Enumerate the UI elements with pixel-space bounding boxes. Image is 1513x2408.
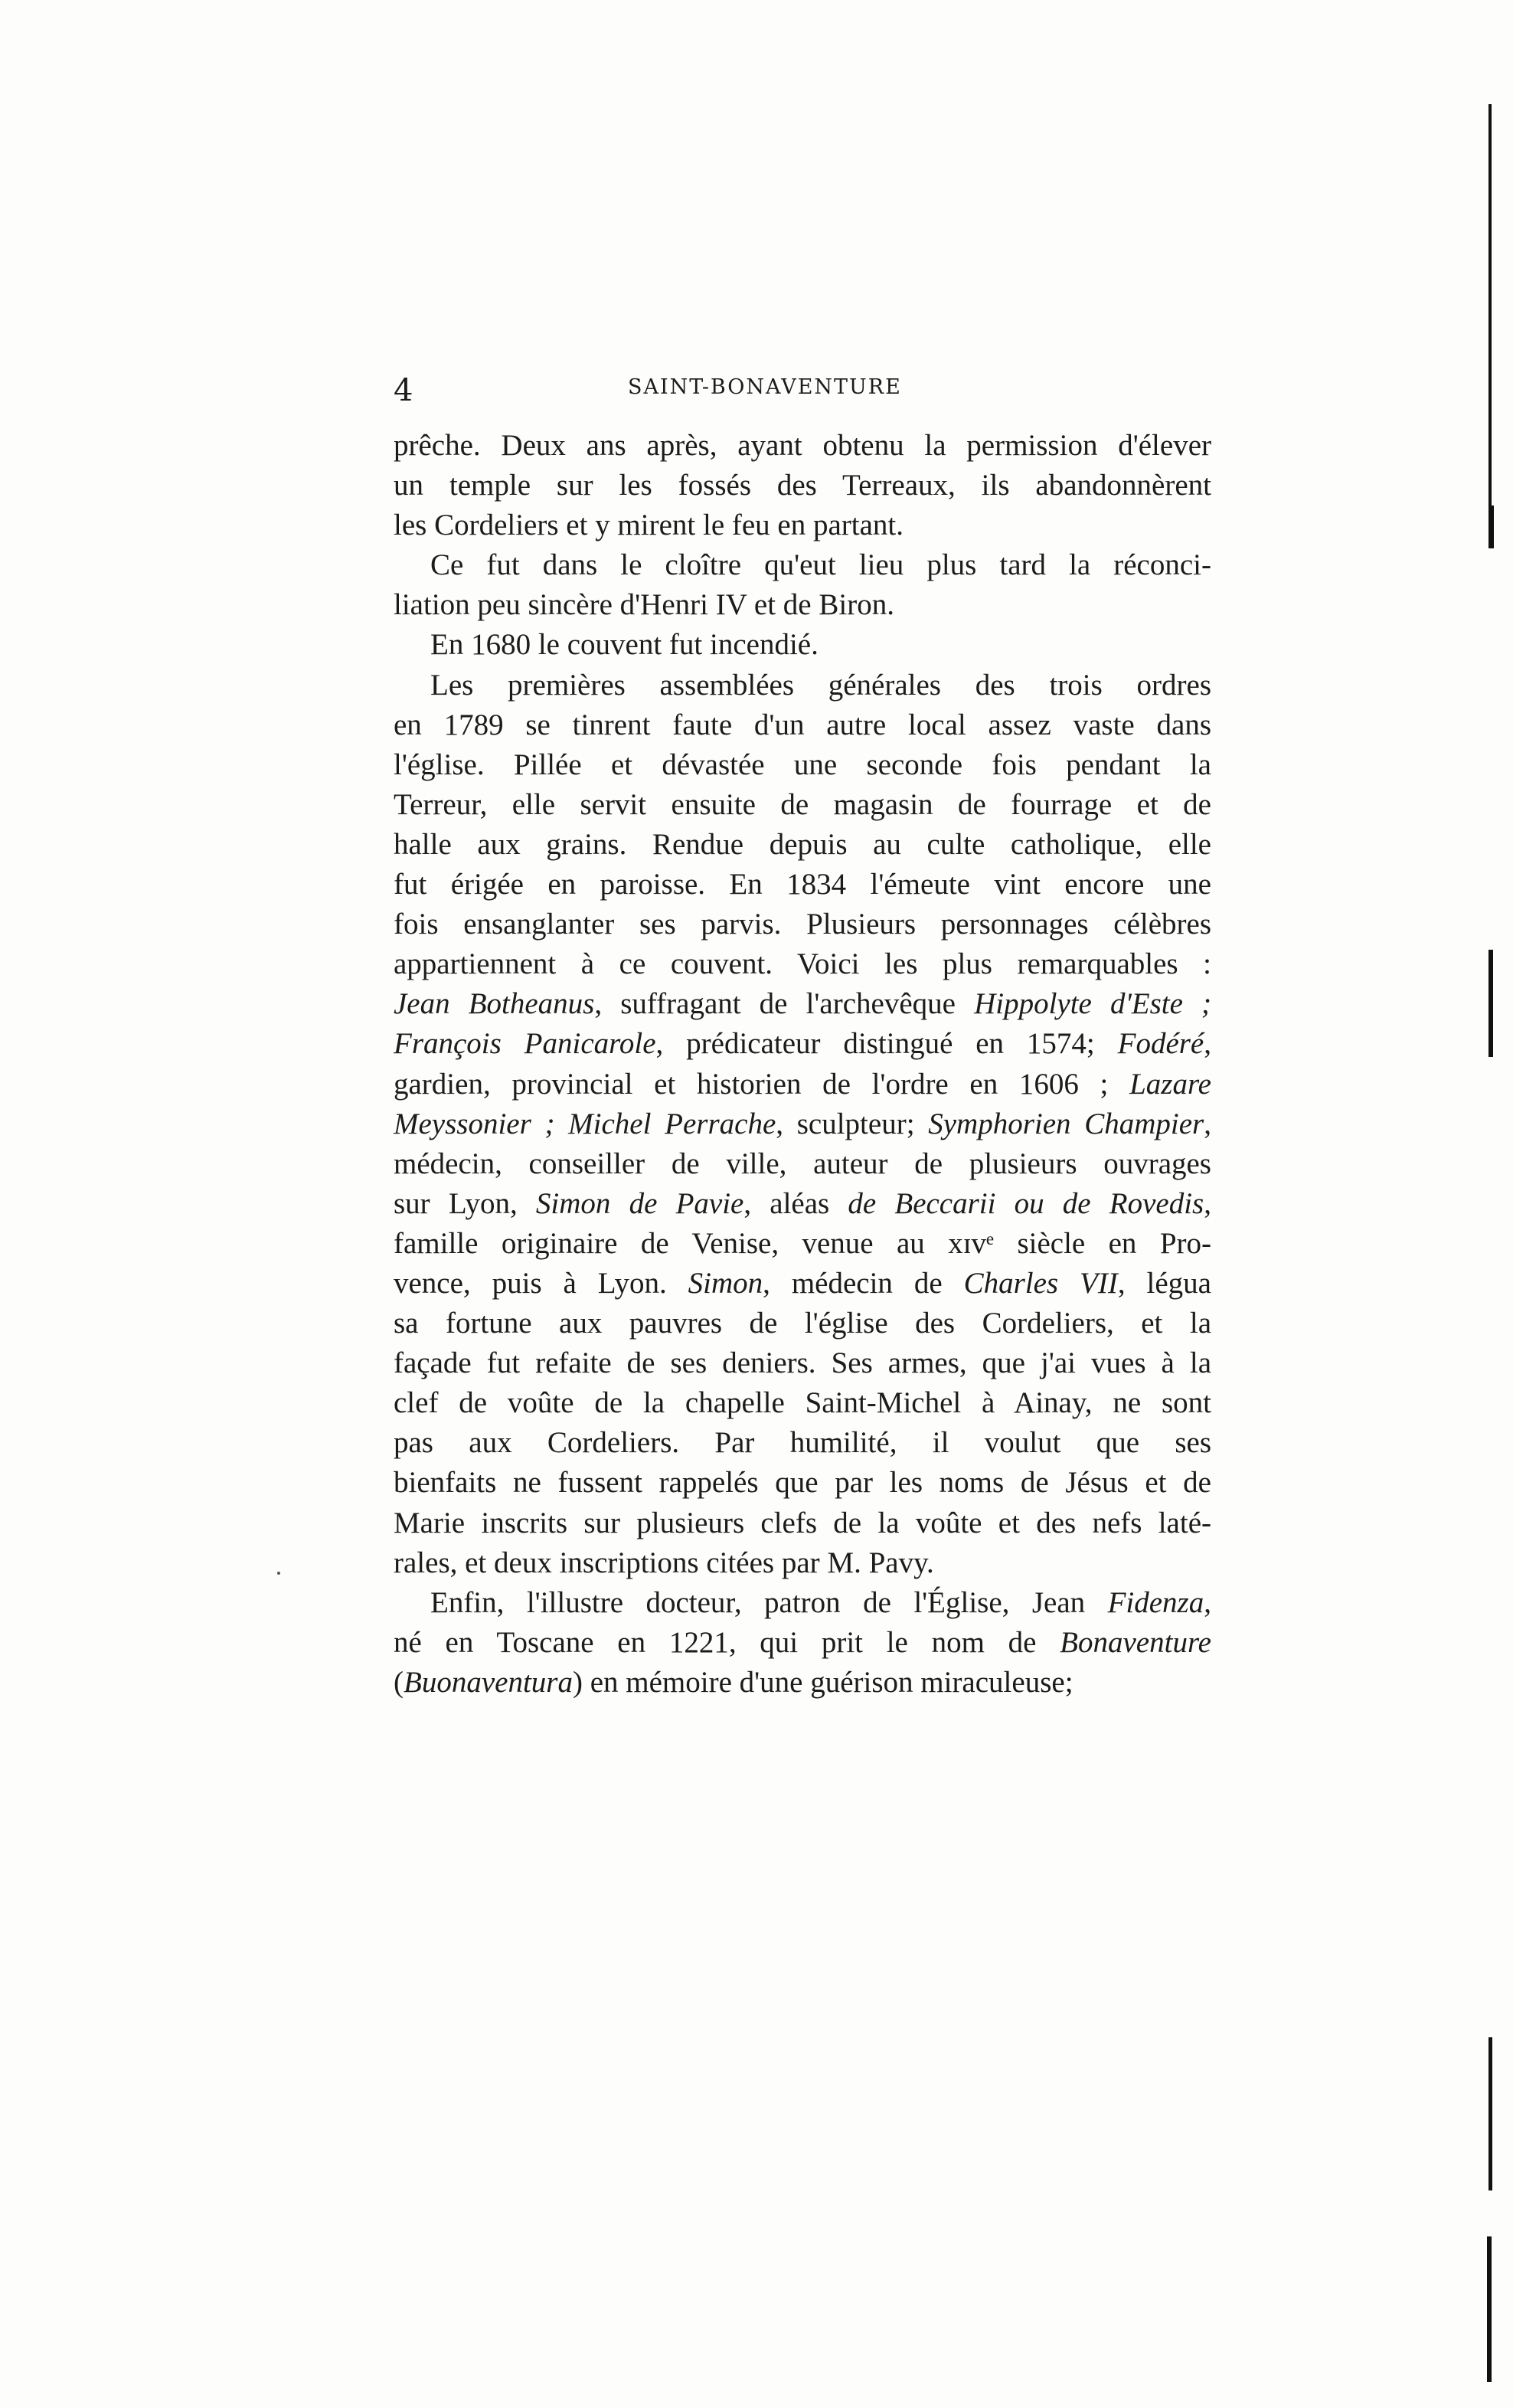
text-run: en 1789 se tinrent faute d'un autre local assez vaste dans xyxy=(394,708,1211,741)
text-run: Les premières assemblées générales des trois ordres xyxy=(430,668,1211,702)
text-line xyxy=(394,1343,1211,1383)
text-line xyxy=(394,666,1211,705)
text-run: , xyxy=(1204,1585,1211,1619)
text-line xyxy=(394,426,1211,466)
scan-edge-mark xyxy=(1488,2037,1492,2190)
text-run: sa fortune aux pauvres de l'église des Cordeliers, et la xyxy=(394,1307,1211,1340)
text-run: , xyxy=(1204,1027,1211,1061)
text-line xyxy=(394,865,1211,905)
text-run: , sculpteur; xyxy=(776,1107,929,1140)
text-run: un temple sur les fossés des Terreaux, ils abandonnèrent xyxy=(394,469,1211,502)
text-line xyxy=(394,705,1211,745)
text-line xyxy=(394,1583,1211,1623)
text-run: sur Lyon, xyxy=(394,1186,536,1220)
text-line xyxy=(394,1463,1211,1503)
body-text xyxy=(394,426,1211,1703)
italic-text: Simon xyxy=(688,1266,763,1300)
text-run: Ce fut dans le cloître qu'eut lieu plus tard la réconci- xyxy=(430,548,1211,582)
italic-text: de Beccarii ou de Rovedis xyxy=(848,1186,1204,1220)
text-run: clef de voûte de la chapelle Saint-Michel à Ainay, ne sont xyxy=(394,1386,1211,1420)
italic-text: Simon de Pavie xyxy=(535,1186,744,1220)
text-run: né en Toscane en 1221, qui prit le nom de xyxy=(394,1625,1060,1659)
text-run: liation peu sincère d'Henri IV et de Biron. xyxy=(394,588,894,622)
text-run: rales, et deux inscriptions citées par M. Pavy. xyxy=(394,1546,934,1579)
text-run: gardien, provincial et historien de l'ordre en 1606 ; xyxy=(394,1067,1130,1101)
text-run: , prédicateur distingué en 1574; xyxy=(655,1027,1118,1061)
italic-text: Jean Botheanus xyxy=(394,987,595,1021)
text-run: ) en mémoire d'une guérison miraculeuse; xyxy=(572,1665,1073,1699)
italic-text: Symphorien Champier xyxy=(928,1107,1204,1140)
text-run: façade fut refaite de ses deniers. Ses armes, que j'ai vues à la xyxy=(394,1346,1211,1380)
scan-edge-mark xyxy=(1488,950,1493,1057)
running-title: SAINT-BONAVENTURE xyxy=(628,375,902,399)
text-line xyxy=(394,745,1211,785)
text-line xyxy=(394,1663,1211,1703)
text-line xyxy=(394,984,1211,1024)
text-run: bienfaits ne fussent rappelés que par les noms de Jésus et de xyxy=(394,1466,1211,1500)
text-line xyxy=(394,1543,1211,1583)
text-run: fois ensanglanter ses parvis. Plusieurs personnages célèbres xyxy=(394,908,1211,941)
text-run: Marie inscrits sur plusieurs clefs de la voûte et des nefs laté- xyxy=(394,1506,1211,1539)
italic-text: Hippolyte d'Este ; xyxy=(974,987,1212,1021)
text-run: , suffragant de l'archevêque xyxy=(594,987,975,1021)
text-run: ( xyxy=(394,1665,404,1699)
scan-edge-mark xyxy=(1487,2236,1492,2382)
text-run: les Cordeliers et y mirent le feu en partant. xyxy=(394,509,904,542)
text-run: appartiennent à ce couvent. Voici les plus remarquables : xyxy=(394,947,1211,981)
text-line xyxy=(394,625,1211,665)
text-line xyxy=(394,785,1211,825)
text-line xyxy=(394,944,1211,984)
italic-text: Fodéré xyxy=(1117,1027,1204,1061)
text-run: médecin, conseiller de ville, auteur de plusieurs ouvrages xyxy=(394,1147,1211,1180)
text-line xyxy=(394,1383,1211,1423)
scan-speck xyxy=(277,1572,280,1575)
text-run: Terreur, elle servit ensuite de magasin de fourrage et de xyxy=(394,787,1211,821)
text-line xyxy=(394,1144,1211,1184)
text-line xyxy=(394,1503,1211,1543)
italic-text: François Panicarole xyxy=(394,1027,656,1061)
italic-text: Lazare xyxy=(1129,1067,1211,1101)
text-line xyxy=(394,585,1211,625)
text-line xyxy=(394,1024,1211,1064)
text-line xyxy=(394,1224,1211,1264)
italic-text: Fidenza xyxy=(1107,1585,1204,1619)
text-run: , aléas xyxy=(743,1186,848,1220)
italic-text: Buonaventura xyxy=(404,1665,573,1699)
text-line xyxy=(394,825,1211,865)
italic-text: Charles VII xyxy=(963,1266,1118,1300)
text-run: famille originaire de Venise, venue au xɪvᵉ siècle en Pro- xyxy=(394,1226,1211,1260)
italic-text: Bonaventure xyxy=(1060,1625,1211,1659)
text-run: halle aux grains. Rendue depuis au culte catholique, elle xyxy=(394,827,1211,861)
text-line xyxy=(394,545,1211,585)
text-run: Enfin, l'illustre docteur, patron de l'Église, Jean xyxy=(430,1585,1108,1619)
text-run: vence, puis à Lyon. xyxy=(394,1266,688,1300)
text-run: , xyxy=(1204,1186,1211,1220)
text-run: , xyxy=(1204,1107,1211,1140)
text-line xyxy=(394,905,1211,944)
text-run: fut érigée en paroisse. En 1834 l'émeute vint encore une xyxy=(394,868,1211,901)
text-run: , légua xyxy=(1117,1266,1211,1300)
text-run: l'église. Pillée et dévastée une seconde fois pendant la xyxy=(394,748,1211,781)
scan-edge-mark xyxy=(1488,104,1492,548)
text-line xyxy=(394,1264,1211,1304)
text-line xyxy=(394,1304,1211,1343)
text-line xyxy=(394,1623,1211,1663)
italic-text: Meyssonier ; Michel Perrache xyxy=(394,1107,776,1140)
text-line xyxy=(394,1184,1211,1224)
text-line xyxy=(394,466,1211,505)
text-run: , médecin de xyxy=(763,1266,964,1300)
text-line xyxy=(394,505,1211,545)
text-run: En 1680 le couvent fut incendié. xyxy=(430,628,819,662)
text-run: pas aux Cordeliers. Par humilité, il voulut que ses xyxy=(394,1426,1211,1460)
scan-edge-mark xyxy=(1488,505,1494,548)
page-number: 4 xyxy=(394,373,413,408)
text-line xyxy=(394,1065,1211,1104)
text-run: prêche. Deux ans après, ayant obtenu la permission d'élever xyxy=(394,429,1211,462)
text-line xyxy=(394,1104,1211,1144)
text-line xyxy=(394,1423,1211,1463)
